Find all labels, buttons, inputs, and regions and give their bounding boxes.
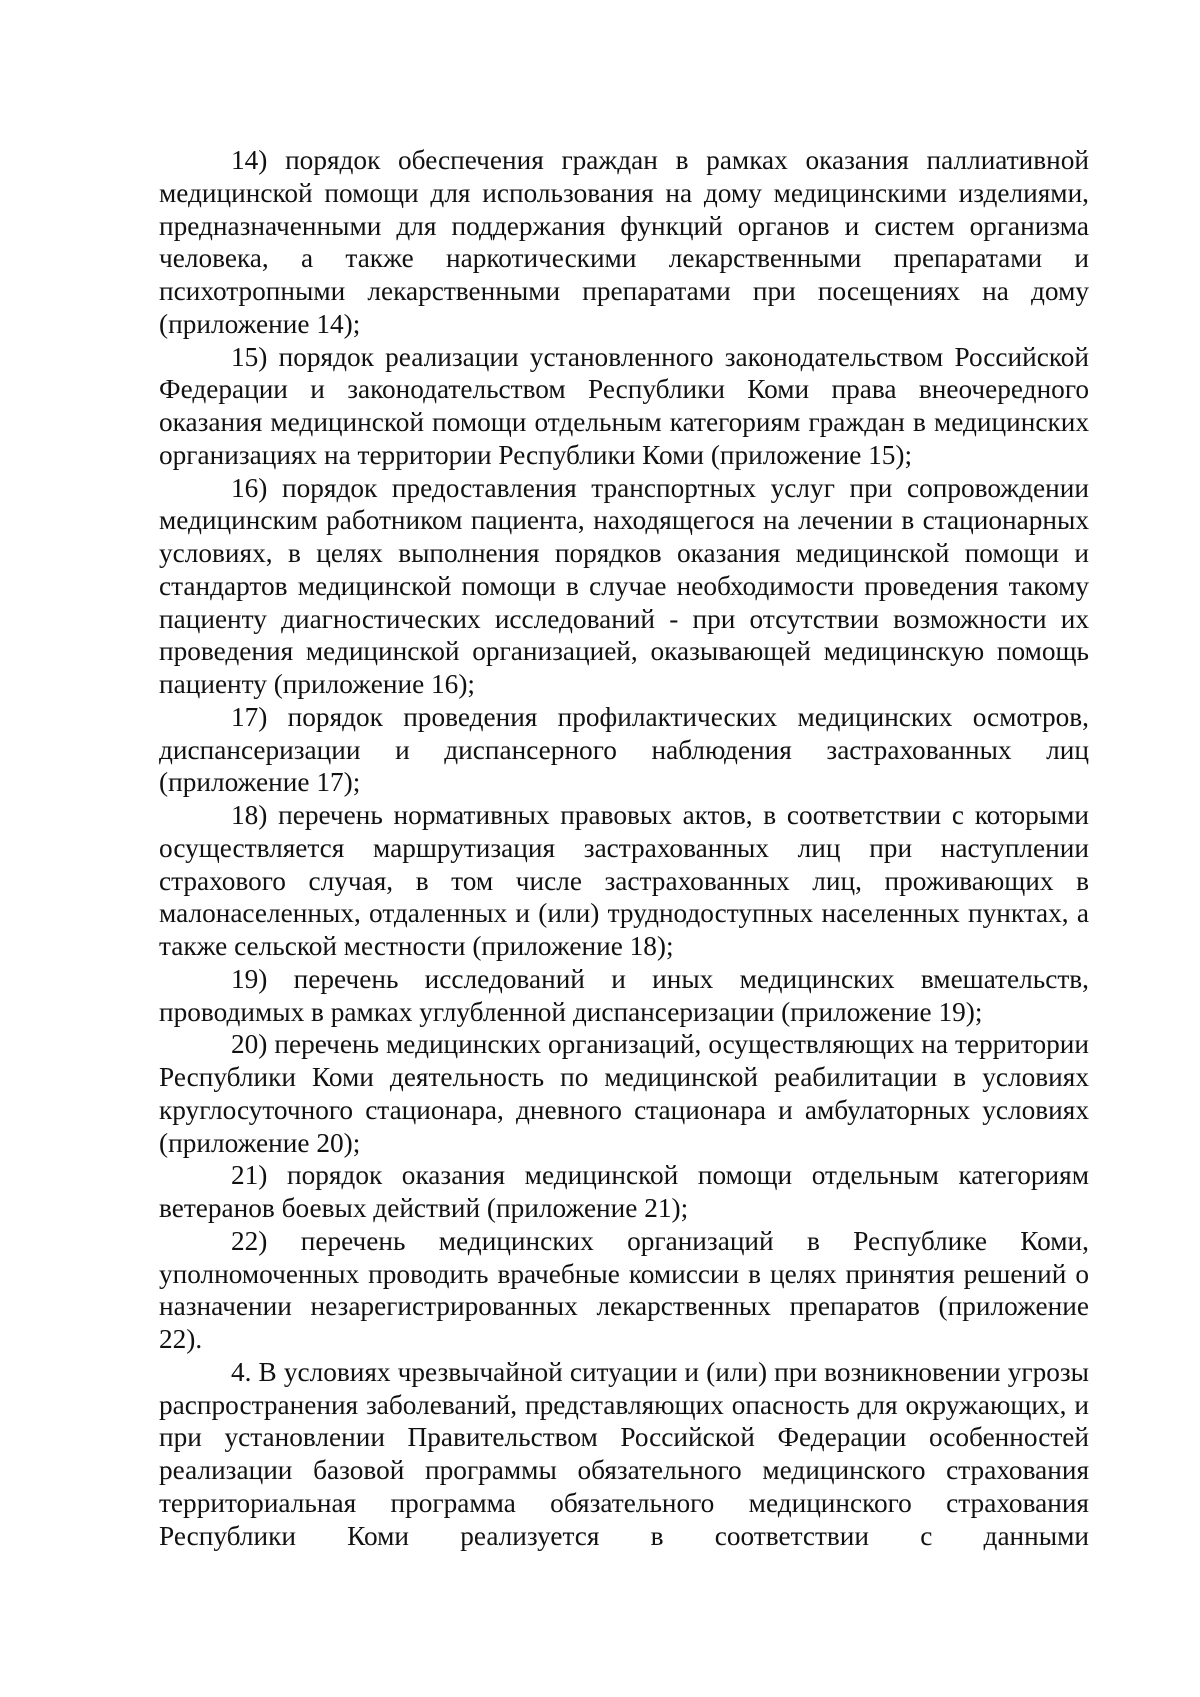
paragraph-item-17: 17) порядок проведения профилактических медицинских осмотров, диспансеризации и диспансерного наблюдения застрахованных лиц (приложение 17); — [159, 701, 1089, 798]
paragraph-section-4: 4. В условиях чрезвычайной ситуации и (или) при возникновении угрозы распространения заболеваний, представляющих опасность для окружающих, и при установлении Правительством Российской Федерации особенностей реализации базовой программы обязательного медицинского страхования территориальная программа обязательного медицинского страхования Республики Коми реализуется в соответствии с данными — [159, 1356, 1089, 1551]
document-body — [159, 144, 1089, 1552]
paragraph-item-15: 15) порядок реализации установленного законодательством Российской Федерации и законодательством Республики Коми права внеочередного оказания медицинской помощи отдельным категориям граждан в медицинских организациях на территории Республики Коми (приложение 15); — [159, 341, 1089, 470]
paragraph-item-19: 19) перечень исследований и иных медицинских вмешательств, проводимых в рамках углубленной диспансеризации (приложение 19); — [159, 963, 1089, 1027]
paragraph-item-14: 14) порядок обеспечения граждан в рамках оказания паллиативной медицинской помощи для использования на дому медицинскими изделиями, предназначенными для поддержания функций органов и систем организма человека, а также наркотическими лекарственными препаратами и психотропными лекарственными препаратами при посещениях на дому (приложение 14); — [159, 145, 1089, 339]
paragraph-item-18: 18) перечень нормативных правовых актов, в соответствии с которыми осуществляется маршрутизация застрахованных лиц при наступлении страхового случая, в том числе застрахованных лиц, проживающих в малонаселенных, отдаленных и (или) труднодоступных населенных пунктах, а также сельской местности (приложение 18); — [159, 800, 1089, 961]
paragraph-item-21: 21) порядок оказания медицинской помощи отдельным категориям ветеранов боевых действий (приложение 21); — [159, 1160, 1089, 1223]
paragraph-item-20: 20) перечень медицинских организаций, осуществляющих на территории Республики Коми деятельность по медицинской реабилитации в условиях круглосуточного стационара, дневного стационара и амбулаторных условиях (приложение 20); — [159, 1029, 1089, 1158]
paragraph-item-16: 16) порядок предоставления транспортных услуг при сопровождении медицинским работником пациента, находящегося на лечении в стационарных условиях, в целях выполнения порядков оказания медицинской помощи и стандартов медицинской помощи в случае необходимости проведения такому пациенту диагностических исследований - при отсутствии возможности их проведения медицинской организацией, оказывающей медицинскую помощь пациенту (приложение 16); — [159, 472, 1089, 699]
paragraph-item-22: 22) перечень медицинских организаций в Республике Коми, уполномоченных проводить врачебные комиссии в целях принятия решений о назначении незарегистрированных лекарственных препаратов (приложение 22). — [159, 1225, 1089, 1354]
